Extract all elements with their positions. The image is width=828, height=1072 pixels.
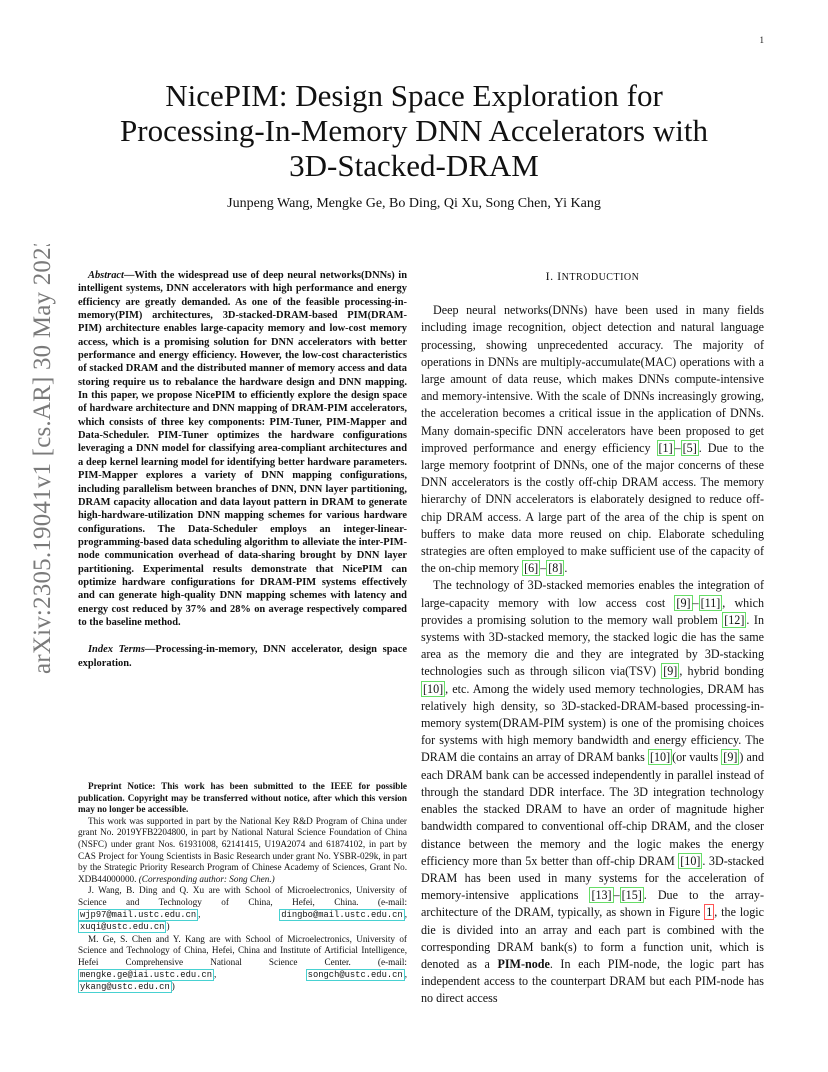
citation-link[interactable]: [12] xyxy=(724,612,745,627)
body-text: ) and each DRAM bank can be accessed independently in parallel instead of through the standard DDR interface. The 3D integration technology enables the stacked DRAM to have an order of magnitude higher bandwidth compared to conventional off-chip DRAM, and the closer distance between the memory and the logic makes the energy efficiency more than 5x better than off-chip DRAM xyxy=(421,750,764,868)
citation-link[interactable]: [9] xyxy=(723,750,738,765)
body-text: . Due to the large memory footprint of DNNs, one of the major concerns of these DNN accelerators is the costly off-chip DRAM access. The memory hierarchy of DNN accelerators is elaborately designed to reduce off-chip DRAM access. A large part of the area of the chip is spent on buffers to make data more reused on chip. Elaborate scheduling strategies are often employed to make sufficient use of the capacity of the on-chip memory xyxy=(421,440,764,576)
funding-note xyxy=(78,816,407,886)
citation-link[interactable]: [10] xyxy=(680,853,701,868)
index-terms-text: —Processing-in-memory, DNN accelerator, design space exploration. xyxy=(78,644,408,669)
citation-link[interactable]: [8] xyxy=(548,561,563,576)
citation-link[interactable]: [10] xyxy=(649,750,671,765)
title-line: NicePIM: Design Space Exploration for xyxy=(165,78,663,113)
citation-link[interactable]: [6] xyxy=(524,561,539,576)
email-link[interactable]: mengke.ge@iai.ustc.edu.cn xyxy=(80,969,212,980)
page-number: 1 xyxy=(759,35,764,45)
title-line: 3D-Stacked-DRAM xyxy=(289,148,539,183)
citation-link[interactable]: [9] xyxy=(676,595,691,610)
section-first-letter: I xyxy=(557,269,562,283)
citation-link[interactable]: [13] xyxy=(591,888,612,903)
abstract-label: Abstract xyxy=(88,270,124,281)
arxiv-id-text: arXiv:2305.19041v1 [cs.AR] 30 May 2023 xyxy=(29,244,56,674)
introduction-column xyxy=(421,268,764,1008)
paper-title xyxy=(60,78,768,183)
body-text: – xyxy=(613,888,620,903)
email-link[interactable]: songch@ustc.edu.cn xyxy=(307,969,403,980)
figure-link[interactable]: 1 xyxy=(706,905,713,920)
index-terms-label: Index Terms xyxy=(88,644,145,656)
affiliation-1: J. Wang, B. Ding and Q. Xu are with School of Microelectronics, University of Science and Technology of China, Hefei, China. (e-mail: wjp97@mail.ustc.edu.cn , dingbo@mail.ustc.edu.cn , xuqi@ustc.edu.cn ) xyxy=(78,885,407,933)
body-text: . Due to the array-architecture of the DRAM, typically, as shown in Figure xyxy=(421,888,765,920)
body-text: – xyxy=(540,561,547,576)
section-title-rest: NTRODUCTION xyxy=(561,272,640,283)
citation-link[interactable]: [11] xyxy=(700,595,721,610)
body-text: Deep neural networks(DNNs) have been used in many fields including image recognition, object detection and natural language processing, showing unprecedented accuracy. The majority of operations in DNNs are multiply-accumulate(MAC) operations with a large amount of data reuse, which makes DNNs compute-intensive and memory-intensive. With the scale of DNNs increasingly growing, the acceleration becomes a critical issue in the application of DNNs. Many domain-specific DNN accelerators have been proposed to get improved performance and energy efficiency xyxy=(421,303,764,455)
citation-link[interactable]: [1] xyxy=(658,440,673,455)
email-link[interactable]: ykang@ustc.edu.cn xyxy=(80,982,170,993)
arxiv-identifier[interactable] xyxy=(10,244,66,674)
index-terms xyxy=(78,643,407,670)
body-text: , which provides a promising solution to the memory wall problem xyxy=(421,595,764,627)
body-text: . xyxy=(564,561,568,576)
section-heading xyxy=(421,268,764,286)
body-text: , hybrid bonding xyxy=(679,664,764,679)
intro-paragraph-1 xyxy=(421,302,764,577)
bold-term: PIM-node xyxy=(497,956,550,971)
body-text: , the logic die is divided into an array and each part is combined with the corresponding DRAM bank(s) to form a function unit, which is denoted as a xyxy=(421,905,764,971)
email-link[interactable]: xuqi@ustc.edu.cn xyxy=(80,922,165,933)
email-link[interactable]: dingbo@mail.ustc.edu.cn xyxy=(281,909,403,920)
body-text: . In each PIM-node, the logic part has independent access to the counterpart DRAM but each PIM-node has no direct access xyxy=(421,956,765,1006)
corresponding-author: (Corresponding author: Song Chen.) xyxy=(138,873,275,884)
abstract-column xyxy=(78,269,407,670)
body-text: , etc. Among the widely used memory technologies, DRAM has relatively high density, so 3D-stacked-DRAM-based processing-in-memory system(DRAM-PIM system) is one of the promising choices for systems with high memory bandwidth and energy efficiency. The DRAM die contains an array of DRAM banks xyxy=(421,681,764,765)
citation-link[interactable]: [15] xyxy=(621,888,642,903)
citation-link[interactable]: [5] xyxy=(682,440,697,455)
body-text: – xyxy=(692,595,699,610)
body-text: (or vaults xyxy=(672,750,722,765)
title-line: Processing-In-Memory DNN Accelerators with xyxy=(120,113,708,148)
funding-text: This work was supported in part by the National Key R&D Program of China under grant No. 2019YFB2204800, in part by National Natural Science Foundation of China (NSFC) under grant Nos. 61931008, 62141415, U19A2074 and 61874102, in part by CAS Project for Young Scientists in Basic Research under grant No. YSBR-029k, in part by the Strategic Priority Research Program of Chinese Academy of Sciences, Grant No. XDB44000000. xyxy=(78,815,407,884)
intro-paragraph-2 xyxy=(421,577,764,1007)
preprint-notice: Preprint Notice: This work has been submitted to the IEEE for possible publication. Copyright may be transferred without notice, after which this version may no longer be accessible. xyxy=(78,781,407,815)
affiliation-text: M. Ge, S. Chen and Y. Kang are with School of Microelectronics, University of Science and Technology of China, Hefei, China and Institute of Artificial Intelligence, Hefei Comprehensive National Science Center. (e-mail: xyxy=(78,933,407,967)
email-link[interactable]: wjp97@mail.ustc.edu.cn xyxy=(80,909,197,920)
citation-link[interactable]: [9] xyxy=(663,664,678,679)
citation-link[interactable]: [10] xyxy=(423,681,444,696)
abstract xyxy=(78,269,407,629)
body-text: . In systems with 3D-stacked memory, the stacked logic die has the same area as the memory die and they are integrated by 3D-stacking technologies such as through silicon via(TSV) xyxy=(421,612,764,679)
author-list: Junpeng Wang, Mengke Ge, Bo Ding, Qi Xu, Song Chen, Yi Kang xyxy=(227,196,601,211)
section-number: I. xyxy=(545,269,558,283)
body-text: . 3D-stacked DRAM has been used in many systems for the acceleration of memory-intensive applications xyxy=(421,853,764,903)
footnotes xyxy=(78,781,407,994)
body-text: – xyxy=(674,440,681,455)
abstract-text: —With the widespread use of deep neural networks(DNNs) in intelligent systems, DNN accelerators with high performance and energy efficiency are greatly demanded. As one of the feasible processing-in-memory(PIM) architectures, 3D-stacked-DRAM-based PIM(DRAM-PIM) architecture enables large-capacity memory and low-cost memory access, which is a promising solution for DNN accelerators with better performance and energy efficiency. However, the low-cost characteristics of stacked DRAM and the distributed manner of memory access and data storing require us to rebalance the hardware design and DNN mapping. In this paper, we propose NicePIM to efficiently explore the design space of hardware architecture and DNN mapping of DRAM-PIM accelerators, which consists of three key components: PIM-Tuner, PIM-Mapper and Data-Scheduler. PIM-Tuner optimizes the hardware configurations leveraging a DNN model for classifying area-compliant architectures and a deep kernel learning model for identifying better hardware parameters. PIM-Mapper explores a variety of DNN mapping configurations, including parallelism between branches of DNN, DNN layer partitioning, DRAM capacity allocation and data layout pattern in DRAM to generate high-hardware-utilization DNN mapping schemes for various hardware configurations. The Data-Scheduler employs an integer-linear-programming-based data scheduling algorithm to alleviate the inter-PIM-node communication overhead of data-sharing brought by DNN layer partitioning. Experimental results demonstrate that NicePIM can optimize hardware configurations for DRAM-PIM systems effectively and can generate high-quality DNN mapping schemes with latency and energy cost reduced by 37% and 28% on average respectively compared to the baseline method. xyxy=(78,270,407,628)
affiliation-2: M. Ge, S. Chen and Y. Kang are with School of Microelectronics, University of Science and Technology of China, Hefei, China and Institute of Artificial Intelligence, Hefei Comprehensive National Science Center. (e-mail: mengke.ge@iai.ustc.edu.cn , songch@ustc.edu.cn , ykang@ustc.edu.cn ) xyxy=(78,933,407,993)
affiliation-text: J. Wang, B. Ding and Q. Xu are with School of Microelectronics, University of Science and Technology of China, Hefei, China. (e-mail: xyxy=(78,885,407,907)
body-text: The technology of 3D-stacked memories enables the integration of large-capacity memory with low access cost xyxy=(421,578,764,610)
